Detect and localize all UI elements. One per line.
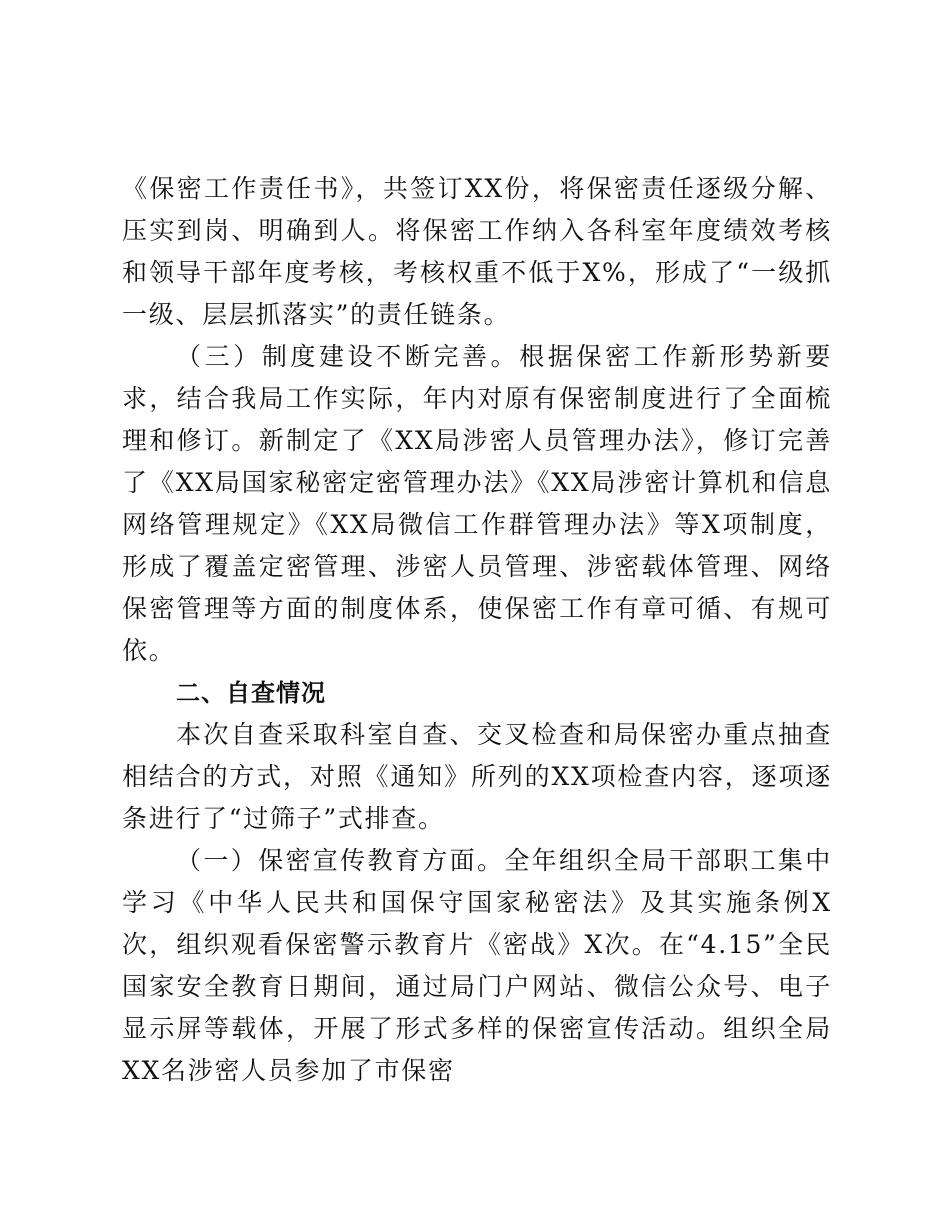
- paragraph-education-publicity: （一）保密宣传教育方面。全年组织全局干部职工集中学习《中华人民共和国保守国家秘密法》及其实施条例X次，组织观看保密警示教育片《密战》X次。在“4.15”全民国家安全教育日期间，通过局门户网站、微信公众号、电子显示屏等载体，开展了形式多样的保密宣传活动。组织全局XX名涉密人员参加了市保密: [122, 846, 832, 1085]
- paragraph-inspection-method: 本次自查采取科室自查、交叉检查和局保密办重点抽查相结合的方式，对照《通知》所列的XX项检查内容，逐项逐条进行了“过筛子”式排查。: [122, 720, 832, 833]
- paragraph-system-building: （三）制度建设不断完善。根据保密工作新形势新要求，结合我局工作实际，年内对原有保密制度进行了全面梳理和修订。新制定了《XX局涉密人员管理办法》，修订完善了《XX局国家秘密定密管理办法》《XX局涉密计算机和信息网络管理规定》《XX局微信工作群管理办法》等X项制度，形成了覆盖定密管理、涉密人员管理、涉密载体管理、网络保密管理等方面的制度体系，使保密工作有章可循、有规可依。: [122, 342, 832, 665]
- section-heading-self-inspection: 二、自查情况: [176, 679, 326, 707]
- document-page: [122, 168, 832, 1092]
- paragraph-responsibility-chain: 《保密工作责任书》，共签订XX份，将保密责任逐级分解、压实到岗、明确到人。将保密工作纳入各科室年度绩效考核和领导干部年度考核，考核权重不低于X%，形成了“一级抓一级、层层抓落实”的责任链条。: [122, 174, 832, 329]
